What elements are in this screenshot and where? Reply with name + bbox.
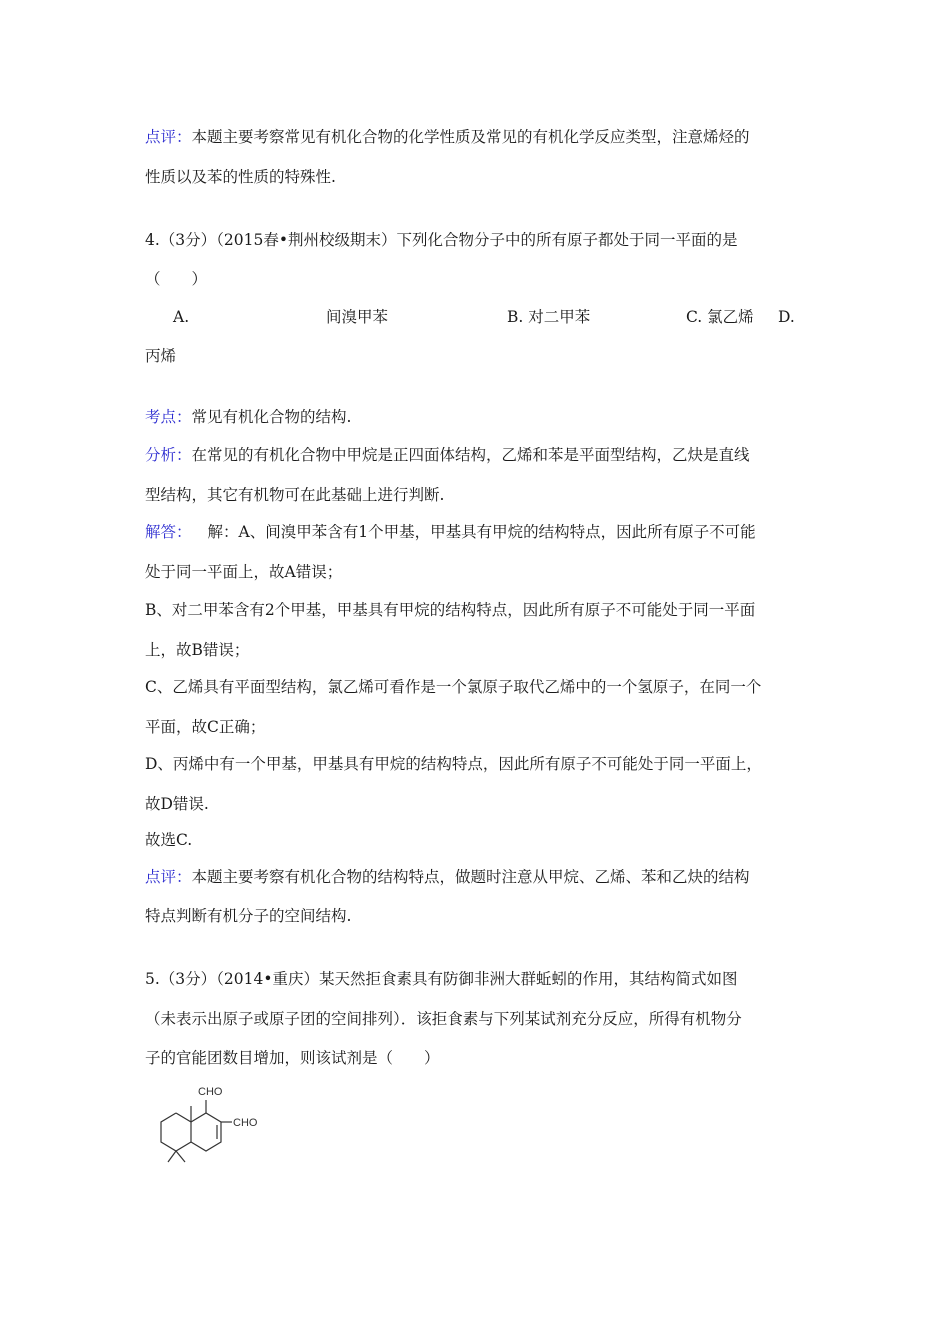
cho-label-top: CHO [198,1086,223,1098]
gem-methyl-1 [168,1151,176,1162]
cho-label-right: CHO [233,1117,258,1129]
q4-dianping-line2: 特点判断有机分子的空间结构. [145,907,352,925]
q4-jieda-line9: 故选C. [145,831,193,849]
q4-kaodian [145,407,351,427]
fenxi-label: 分析： [145,446,192,464]
dianping-text: 本题主要考察有机化合物的结构特点，做题时注意从甲烷、乙烯、苯和乙炔的结构 [191,868,750,886]
q4-fenxi-line1 [145,445,750,465]
q4-jieda-line2: 处于同一平面上，故A错误； [145,563,343,581]
q4-jieda-line4: 上，故B错误； [145,641,250,659]
left-ring [161,1113,191,1151]
q4-jieda-line3: B、对二甲苯含有2个甲基，甲基具有甲烷的结构特点，因此所有原子不可能处于同一平面 [145,601,756,619]
q4-jieda-line7: D、丙烯中有一个甲基，甲基具有甲烷的结构特点，因此所有原子不可能处于同一平面上， [145,755,762,773]
q4-jieda-line5: C、乙烯具有平面型结构，氯乙烯可看作是一个氯原子取代乙烯中的一个氢原子，在同一个 [145,678,762,696]
kaodian-text: 常见有机化合物的结构. [191,408,352,426]
q4-fenxi-line2: 型结构，其它有机物可在此基础上进行判断. [145,486,445,504]
q4-jieda-line1 [145,522,756,542]
jieda-text: 解：A、间溴甲苯含有1个甲基，甲基具有甲烷的结构特点，因此所有原子不可能 [207,523,756,541]
comment-text: 本题主要考察常见有机化合物的化学性质及常见的有机化学反应类型，注意烯烃的 [191,128,750,146]
structure-formula [140,1080,270,1170]
q5-stem-line1: 5.（3分）（2014•重庆）某天然拒食素具有防御非洲大群蚯蚓的作用，其结构简式如图 [145,970,738,988]
q5-stem-line2: （未表示出原子或原子团的空间排列）．该拒食素与下列某试剂充分反应，所得有机物分 [145,1010,742,1028]
q4-option-b: B. 对二甲苯 [507,308,591,326]
q4-dianping-line1 [145,867,750,887]
q4-option-d-text: 丙烯 [145,347,177,365]
comment-label: 点评： [145,128,192,146]
dianping-label: 点评： [145,868,192,886]
q4-jieda-line6: 平面，故C正确； [145,718,266,736]
q4-option-a-label: A. [173,308,190,326]
q4-stem-line2: （ ） [145,270,208,288]
q4-option-d-label: D. [778,308,795,326]
q4-option-a-text: 间溴甲苯 [326,308,389,326]
jieda-label: 解答： [145,523,192,541]
gem-methyl-2 [176,1151,185,1162]
fenxi-text: 在常见的有机化合物中甲烷是正四面体结构，乙烯和苯是平面型结构，乙炔是直线 [191,446,750,464]
comment1-line1 [145,127,750,147]
kaodian-label: 考点： [145,408,192,426]
q5-stem-line3: 子的官能团数目增加，则该试剂是（ ） [145,1049,440,1067]
q4-option-c: C. 氯乙烯 [686,308,754,326]
q4-jieda-line8: 故D错误. [145,795,209,813]
q4-stem-line1: 4.（3分）（2015春•荆州校级期末）下列化合物分子中的所有原子都处于同一平面的是 [145,231,738,249]
comment1-line2: 性质以及苯的性质的特殊性. [145,168,336,186]
